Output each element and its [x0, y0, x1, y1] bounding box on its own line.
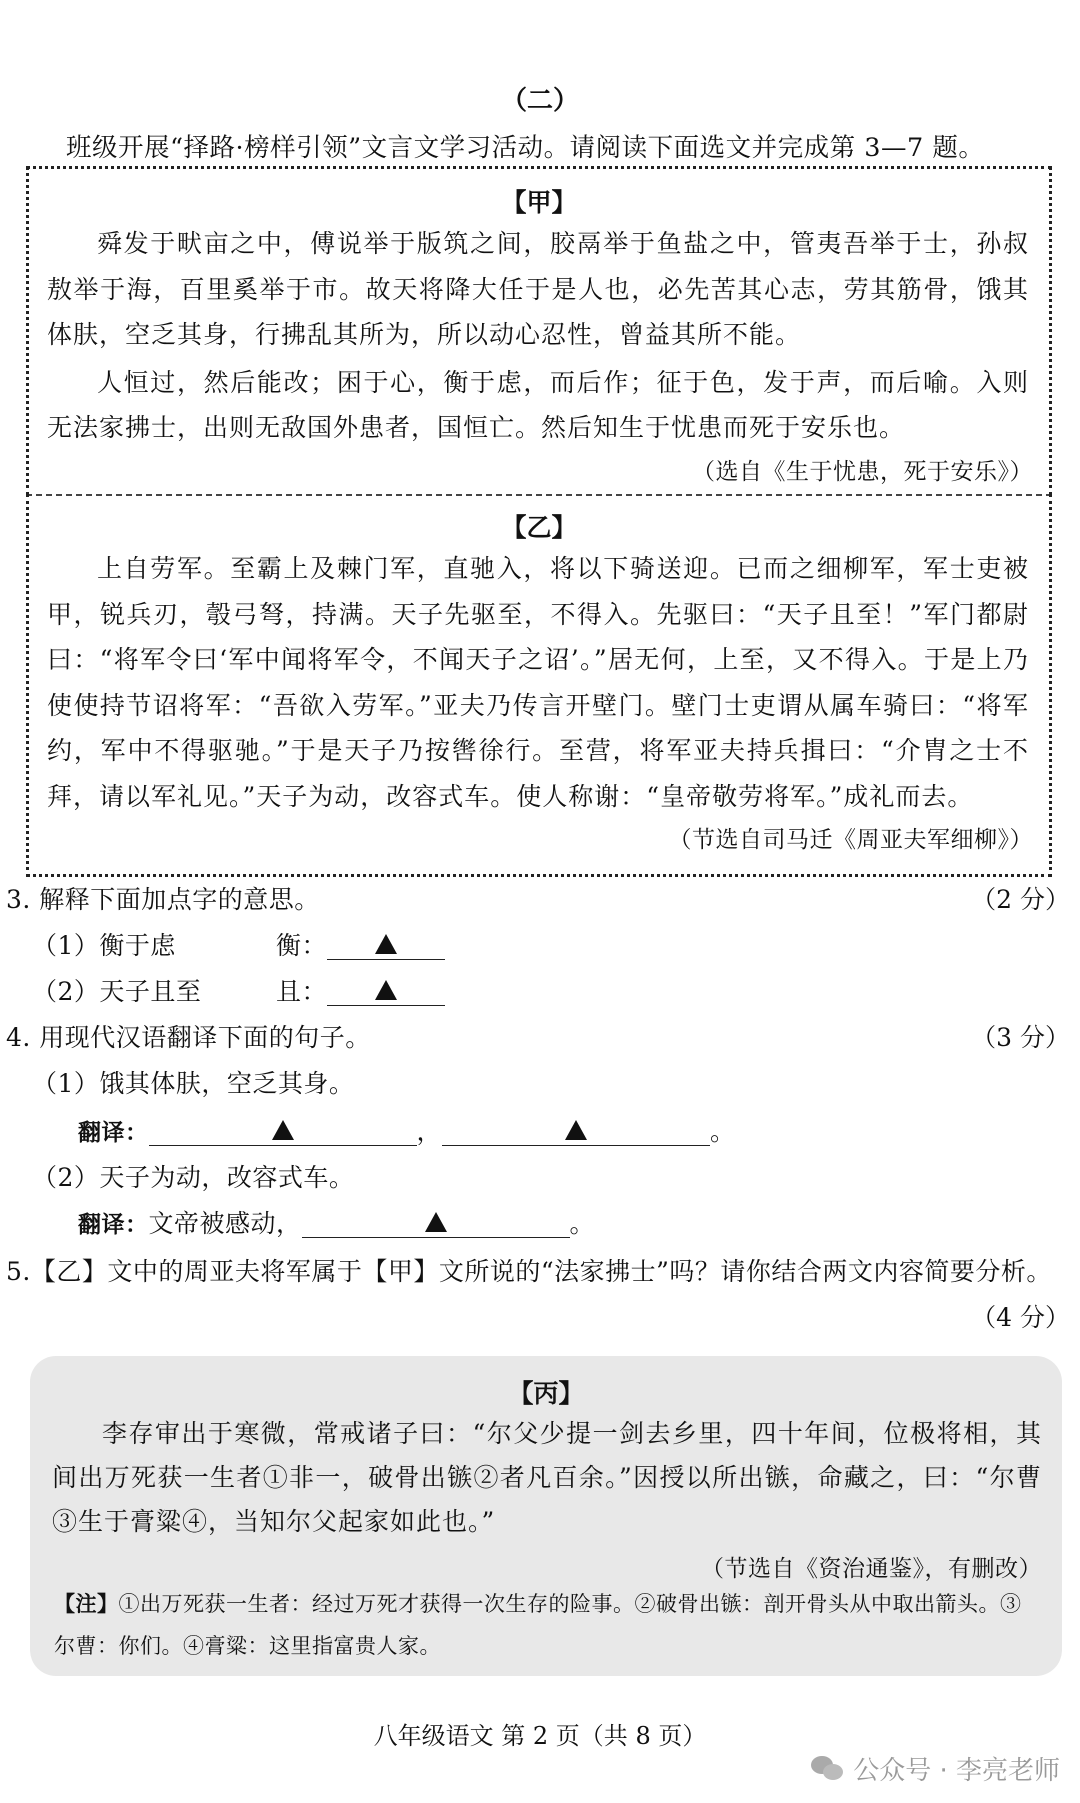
- section-title: （二）: [500, 86, 579, 116]
- passage-jia: [26, 166, 1052, 496]
- translation-prefix: 文帝被感动，: [148, 1209, 302, 1238]
- question-3-char-2: 且：: [276, 977, 328, 1006]
- question-3-answer-1: [276, 926, 445, 962]
- watermark: [811, 1750, 1060, 1787]
- question-4-item-1: （1）饿其体肤，空乏其身。: [32, 1069, 355, 1098]
- intro-text: 班级开展“择路·榜样引领”文言文学习活动。请阅读下面选文并完成第 3—7 题。: [66, 133, 985, 163]
- passage-yi-paragraph: 上自劳军。至霸上及棘门军，直驰入，将以下骑送迎。已而之细柳军，军士吏被甲，锐兵刃，彀弓弩，持满。天子先驱至，不得入。先驱曰：“天子且至！”军门都尉曰：“将军令曰‘军中闻将军令，不闻天子之诏’。”居无何，上至，又不得入。于是上乃使使持节诏将军：“吾欲入劳军。”亚夫乃传言开壁门。壁门士吏谓从属车骑曰：“将军约，军中不得驱驰。”于是天子乃按辔徐行。至营，将军亚夫持兵揖曰：“介胄之士不拜，请以军礼见。”天子为动，改容式车。使人称谢：“皇帝敬劳将军。”成礼而去。: [47, 554, 1029, 811]
- answer-blank[interactable]: [442, 1115, 710, 1146]
- page-footer: 八年级语文 第 2 页（共 8 页）: [373, 1722, 707, 1750]
- question-3-prompt: 3. 解释下面加点字的意思。: [6, 885, 320, 914]
- passage-bing: [30, 1356, 1062, 1676]
- passage-yi-title: 【乙】: [501, 513, 577, 542]
- answer-blank[interactable]: [302, 1207, 570, 1238]
- question-3-answer-2: [276, 972, 445, 1008]
- question-4-item-2: （2）天子为动，改容式车。: [32, 1163, 355, 1192]
- passage-bing-paragraph: 李存审出于寒微，常戒诸子曰：“尔父少提一剑去乡里，四十年间，位极将相，其间出万死获一生者①非一，破骨出镞②者凡百余。”因授以所出镞，命藏之，曰：“尔曹③生于膏粱④，当知尔父起家如此也。”: [52, 1419, 1042, 1536]
- question-4-translation-1: [78, 1112, 736, 1148]
- passage-yi: [26, 494, 1052, 877]
- passage-jia-paragraph-1: 舜发于畎亩之中，傅说举于版筑之间，胶鬲举于鱼盐之中，管夷吾举于士，孙叔敖举于海，百里奚举于市。故天将降大任于是人也，必先苦其心志，劳其筋骨，饿其体肤，空乏其身，行拂乱其所为，所以动心忍性，曾益其所不能。: [47, 229, 1029, 349]
- triangle-marker-icon: [272, 1120, 294, 1140]
- period: 。: [710, 1117, 736, 1146]
- answer-blank[interactable]: [327, 975, 445, 1006]
- period: 。: [569, 1209, 596, 1238]
- answer-blank[interactable]: [327, 929, 445, 960]
- passage-bing-note: [30, 1583, 1062, 1667]
- watermark-text: 公众号 · 李亮老师: [853, 1756, 1060, 1786]
- question-4-prompt: 4. 用现代汉语翻译下面的句子。: [6, 1023, 371, 1052]
- note-text: ①出万死获一生者：经过万死才获得一次生存的险事。②破骨出镞：剖开骨头从中取出箭头。③尔曹：你们。④膏粱：这里指富贵人家。: [54, 1592, 1022, 1658]
- passage-bing-source: （节选自《资治通鉴》，有删改）: [701, 1556, 1042, 1582]
- question-5-score: （4 分）: [971, 1303, 1070, 1332]
- answer-blank[interactable]: [149, 1115, 417, 1146]
- triangle-marker-icon: [565, 1120, 587, 1140]
- passage-jia-title: 【甲】: [501, 188, 577, 217]
- triangle-marker-icon: [425, 1212, 447, 1232]
- passage-bing-title: 【丙】: [508, 1379, 584, 1408]
- question-3-item-2: （2）天子且至: [32, 977, 202, 1006]
- question-3-item-1: （1）衡于虑: [32, 931, 176, 960]
- triangle-marker-icon: [375, 980, 397, 1000]
- question-3-score: （2 分）: [971, 885, 1070, 914]
- passage-jia-paragraph-2: 人恒过，然后能改；困于心，衡于虑，而后作；征于色，发于声，而后喻。入则无法家拂士，出则无敌国外患者，国恒亡。然后知生于忧患而死于安乐也。: [47, 367, 1029, 442]
- question-5-prompt: 5.【乙】文中的周亚夫将军属于【甲】文所说的“法家拂士”吗？请你结合两文内容简要分析。: [6, 1257, 1052, 1286]
- passage-yi-source: （节选自司马迁《周亚夫军细柳》）: [668, 827, 1033, 853]
- translation-label: 翻译：: [78, 1120, 149, 1146]
- translation-label: 翻译：: [78, 1212, 149, 1238]
- question-4-score: （3 分）: [971, 1023, 1070, 1052]
- passage-jia-source: （选自《生于忧患，死于安乐》）: [692, 458, 1033, 485]
- comma: ，: [416, 1117, 443, 1146]
- question-3-char-1: 衡：: [276, 931, 328, 960]
- note-label: 【注】: [54, 1592, 119, 1616]
- question-4-translation-2: [78, 1204, 595, 1240]
- wechat-icon: [811, 1756, 845, 1782]
- triangle-marker-icon: [375, 934, 397, 954]
